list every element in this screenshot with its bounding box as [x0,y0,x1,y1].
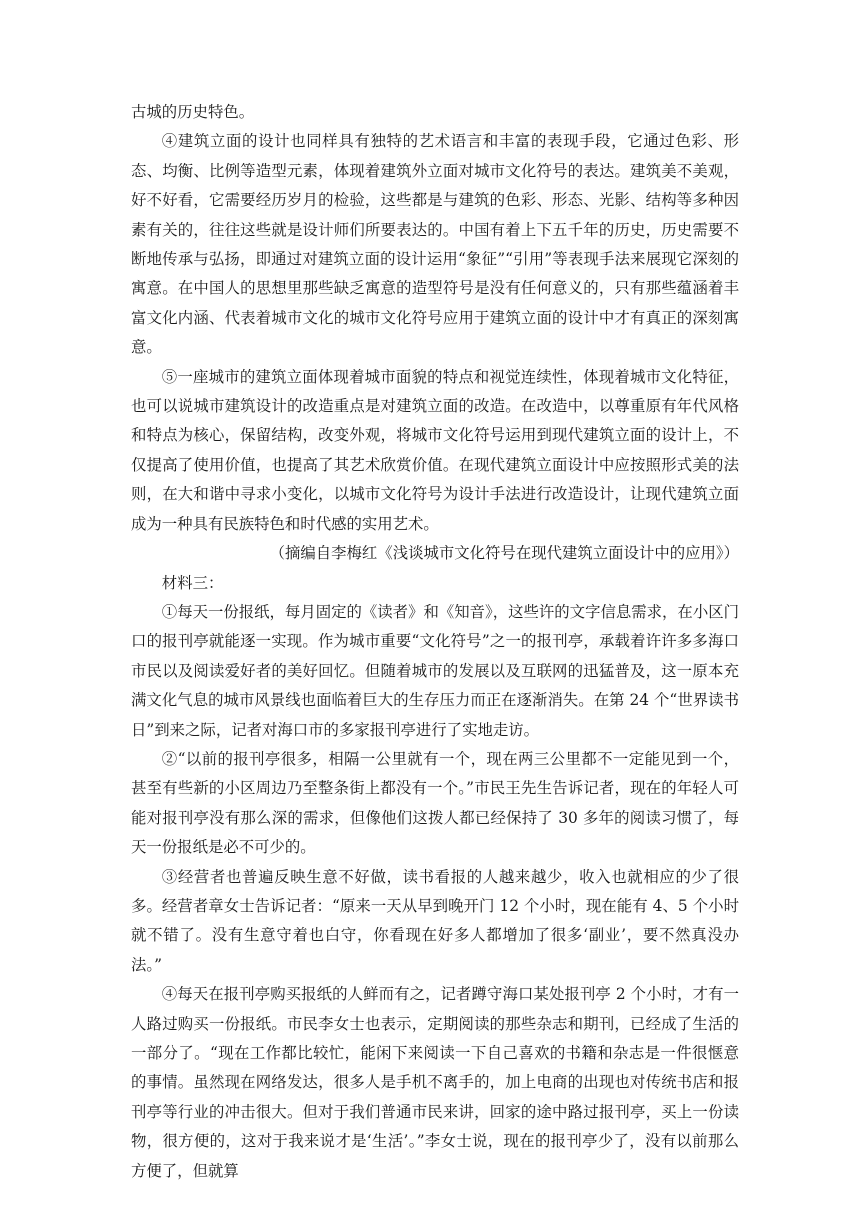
paragraph-4: ④建筑立面的设计也同样具有独特的艺术语言和丰富的表现手段，它通过色彩、形态、均衡、比例等造型元素，体现着建筑外立面对城市文化符号的表达。建筑美不美观，好不好看，它需要经历岁月的检验，这些都是与建筑的色彩、形态、光影、结构等多种因素有关的，往往这些就是设计师们所要表达的。中国有着上下五千年的历史，历史需要不断地传承与弘扬，即通过对建筑立面的设计运用“象征”“引用”等表现手法来展现它深刻的寓意。在中国人的思想里那些缺乏寓意的造型符号是没有任何意义的，只有那些蕴涵着丰富文化内涵、代表着城市文化的城市文化符号应用于建筑立面的设计中才有真正的深刻寓意。 [131,132,739,357]
material-3-heading: 材料三： [161,573,224,592]
material-3-paragraph-2: ②“以前的报刊亭很多，相隔一公里就有一个，现在两三公里都不一定能见到一个，甚至有些新的小区周边乃至整条街上都没有一个。”市民王先生告诉记者，现在的年轻人可能对报刊亭没有那么深的需求，但像他们这拨人都已经保持了 30 多年的阅读习惯了，每天一份报纸是必不可少的。 [131,749,739,857]
material-3-paragraph-4: ④每天在报刊亭购买报纸的人鲜而有之，记者蹲守海口某处报刊亭 2 个小时，才有一人路过购买一份报纸。市民李女士也表示，定期阅读的那些杂志和期刊，已经成了生活的一部分了。“现在工作都比较忙，能闲下来阅读一下自己喜欢的书籍和杂志是一件很惬意的事情。虽然现在网络发达，很多人是手机不离手的，加上电商的出现也对传统书店和报刊亭等行业的冲击很大。但对于我们普通市民来讲，回家的途中路过报刊亭，买上一份读物，很方便的，这对于我来说才是‘生活’。”李女士说，现在的报刊亭少了，没有以前那么方便了，但就算 [131,985,739,1180]
source-citation: （摘编自李梅红《浅谈城市文化符号在现代建筑立面设计中的应用》） [269,544,739,563]
document-page [131,98,739,1186]
material-3-paragraph-1: ①每天一份报纸，每月固定的《读者》和《知音》，这些许的文字信息需求，在小区门口的报刊亭就能逐一实现。作为城市重要“文化符号”之一的报刊亭，承载着许许多多海口市民以及阅读爱好者的美好回忆。但随着城市的发展以及互联网的迅猛普及，这一原本充满文化气息的城市风景线也面临着巨大的生存压力而正在逐渐消失。在第 24 个“世界读书日”到来之际，记者对海口市的多家报刊亭进行了实地走访。 [131,602,739,739]
material-3-paragraph-3: ③经营者也普遍反映生意不好做，读书看报的人越来越少，收入也就相应的少了很多。经营者章女士告诉记者：“原来一天从早到晚开门 12 个小时，现在能有 4、5 个小时就不错了。没有生意守着也白守，你看现在好多人都增加了很多‘副业’，要不然真没办法。” [131,867,739,974]
paragraph-continuation: 古城的历史特色。 [131,103,255,121]
paragraph-5: ⑤一座城市的建筑立面体现着城市面貌的特点和视觉连续性，体现着城市文化特征，也可以说城市建筑设计的改造重点是对建筑立面的改造。在改造中，以尊重原有年代风格和特点为核心，保留结构，改变外观，将城市文化符号运用到现代建筑立面的设计上，不仅提高了使用价值，也提高了其艺术欣赏价值。在现代建筑立面设计中应按照形式美的法则，在大和谐中寻求小变化，以城市文化符号为设计手法进行改造设计，让现代建筑立面成为一种具有民族特色和时代感的实用艺术。 [131,367,739,533]
